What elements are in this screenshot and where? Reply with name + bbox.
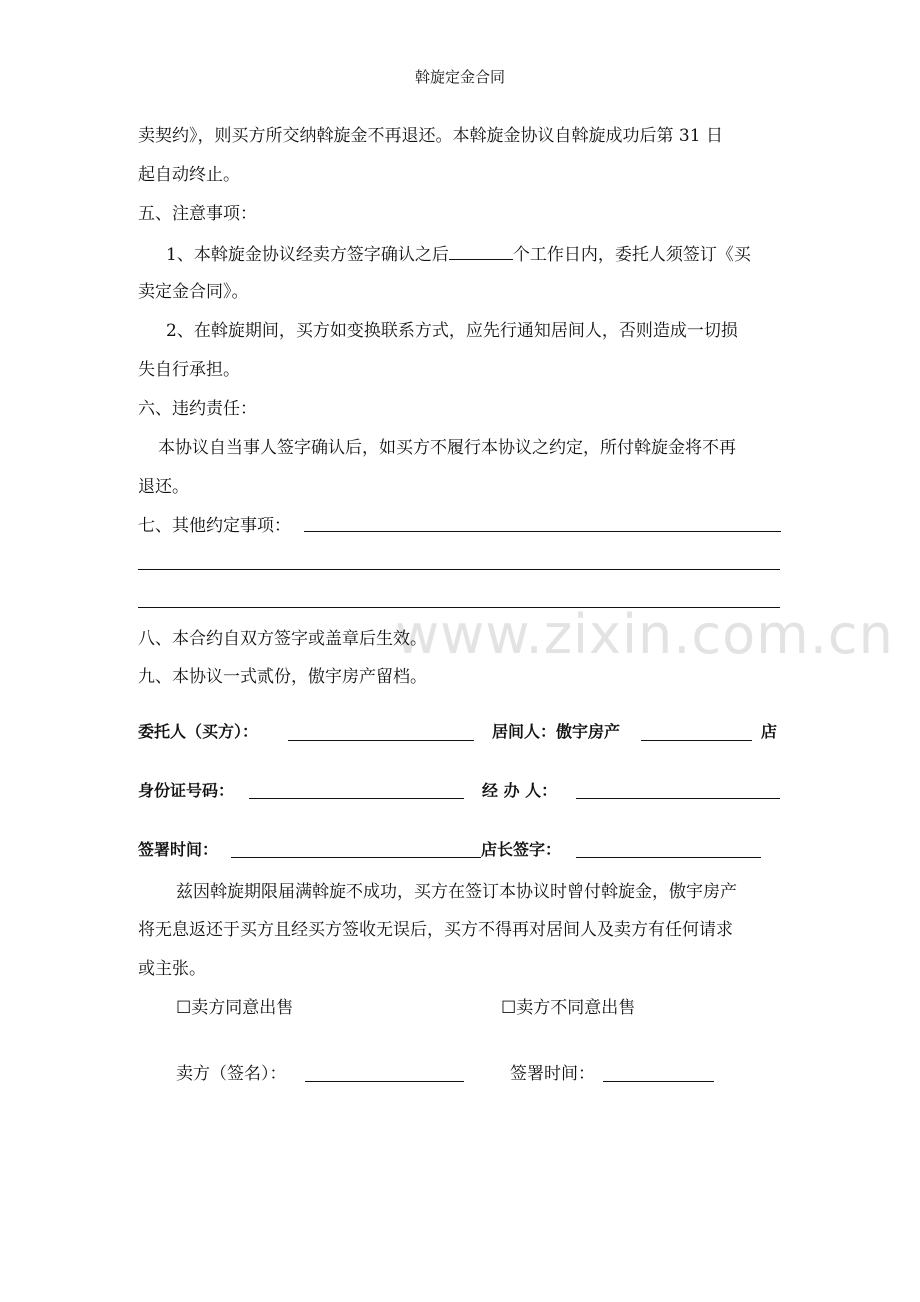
manager-sign-label: 店长签字： — [481, 840, 562, 859]
manager-sign-blank[interactable] — [576, 857, 761, 858]
paragraph-line: 卖契约》，则买方所交纳斡旋金不再退还。本斡旋金协议自斡旋成功后第 31 日 — [138, 126, 723, 146]
option-agree-label: 卖方同意出售 — [191, 998, 294, 1018]
clause-5-2-line1: 2、在斡旋期间，买方如变换联系方式，应先行通知居间人，否则造成一切损 — [166, 321, 738, 341]
section-6-line2: 退还。 — [138, 477, 189, 497]
page-header-title: 斡旋定金合同 — [414, 68, 505, 86]
clause-5-2-line2: 失自行承担。 — [138, 360, 240, 380]
sign-date-blank[interactable] — [231, 857, 481, 858]
seller-sign-label: 卖方（签名）： — [176, 1064, 287, 1084]
other-terms-blank-line[interactable] — [138, 569, 780, 570]
clause-5-1-text-b: 个工作日内，委托人须签订《买 — [512, 245, 751, 265]
seller-date-label: 签署时间： — [510, 1064, 595, 1084]
sign-date-label: 签署时间： — [138, 840, 219, 859]
notice-line: 或主张。 — [138, 959, 206, 979]
watermark: www.zixin.com.cn — [395, 603, 894, 666]
paragraph-line: 起自动终止。 — [138, 165, 240, 185]
id-number-label: 身份证号码： — [138, 781, 235, 800]
option-disagree-label: 卖方不同意出售 — [516, 998, 636, 1018]
client-label: 委托人（买方）： — [138, 722, 259, 741]
section-5-title: 五、注意事项： — [138, 204, 257, 224]
clause-5-1-text-a: 1、本斡旋金协议经卖方签字确认之后 — [166, 245, 449, 265]
section-6-title: 六、违约责任： — [138, 399, 257, 419]
checkbox-icon[interactable]: ☐ — [501, 998, 517, 1018]
section-8: 八、本合约自双方签字或盖章后生效。 — [138, 629, 427, 649]
section-6-line1: 本协议自当事人签字确认后，如买方不履行本协议之约定，所付斡旋金将不再 — [158, 438, 736, 458]
clause-5-1-line — [166, 241, 751, 267]
option-agree[interactable] — [176, 996, 293, 1020]
section-7-title: 七、其他约定事项： — [138, 516, 291, 536]
other-terms-blank-line[interactable] — [304, 531, 781, 532]
agent-store-suffix: 店 — [761, 722, 778, 741]
option-disagree[interactable] — [501, 996, 635, 1020]
notice-line: 将无息返还于买方且经买方签收无误后，买方不得再对居间人及卖方有任何请求 — [138, 920, 733, 940]
id-number-blank[interactable] — [249, 798, 464, 799]
seller-sign-blank[interactable] — [305, 1081, 464, 1082]
handler-label: 经 办 人： — [482, 781, 558, 800]
handler-blank[interactable] — [576, 798, 780, 799]
clause-5-1-line2: 卖定金合同》。 — [138, 282, 249, 302]
other-terms-blank-line[interactable] — [138, 607, 780, 608]
client-blank[interactable] — [288, 740, 474, 741]
agent-label: 居间人：傲宇房产 — [492, 722, 621, 741]
workdays-blank[interactable] — [449, 241, 513, 260]
notice-line: 兹因斡旋期限届满斡旋不成功，买方在签订本协议时曾付斡旋金，傲宇房产 — [176, 882, 737, 902]
section-9: 九、本协议一式贰份，傲宇房产留档。 — [138, 667, 427, 687]
agent-store-blank[interactable] — [641, 740, 752, 741]
checkbox-icon[interactable]: ☐ — [176, 998, 192, 1018]
seller-date-blank[interactable] — [603, 1081, 714, 1082]
